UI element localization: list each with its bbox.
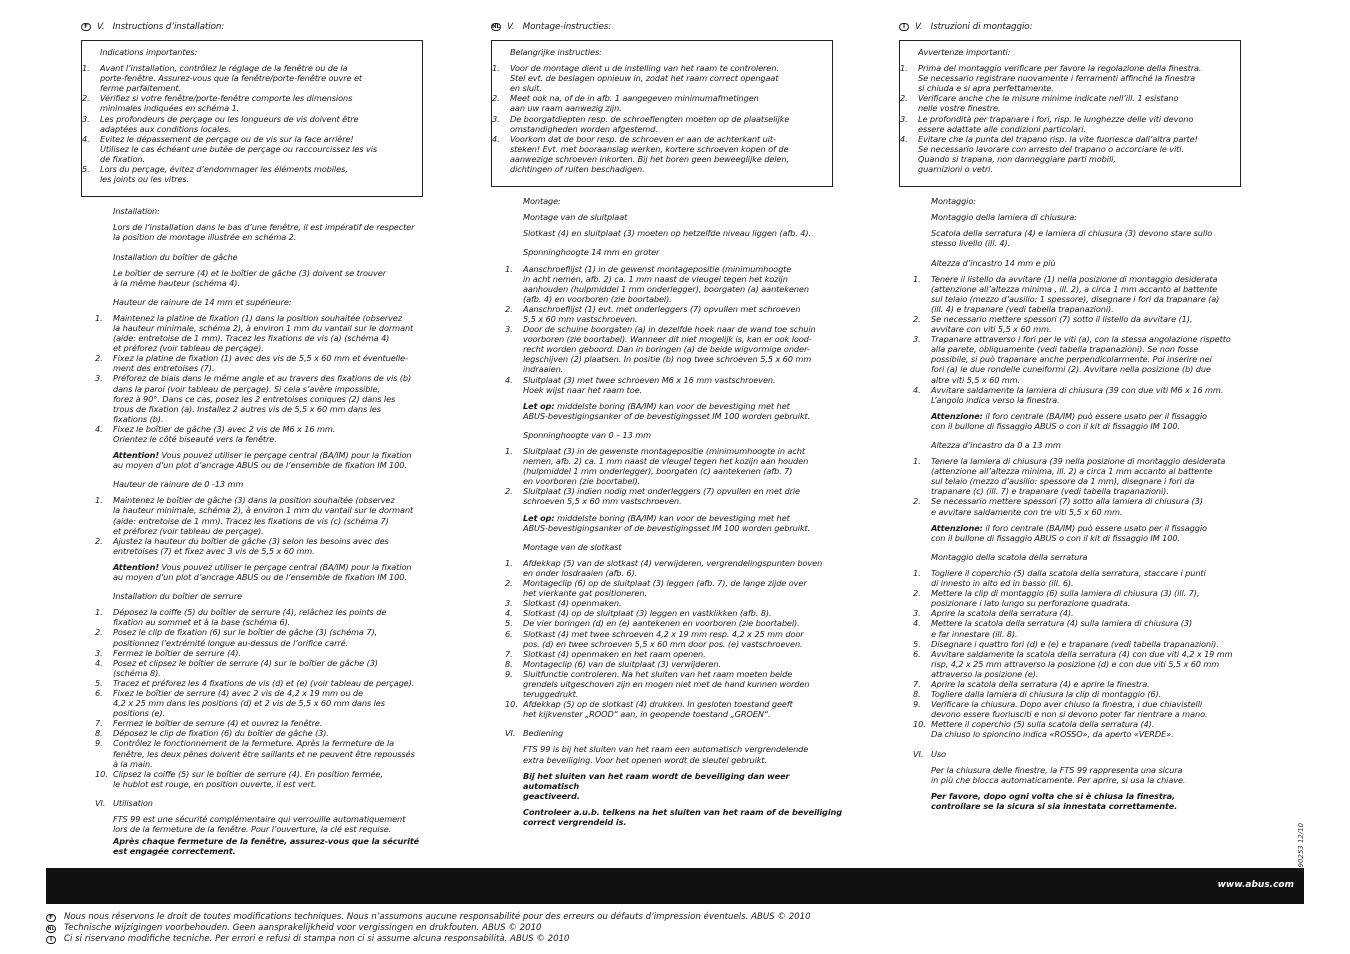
item-number: 3. xyxy=(913,608,921,619)
section-title: Uso xyxy=(931,748,946,759)
item-number: 3. xyxy=(913,334,921,345)
paragraph: Le boîtier de serrure (4) et le boîtier de gâche (3) doivent se trouver à la même hauteur (schéma 4). xyxy=(113,267,386,288)
note-text: Vous pouvez utiliser le perçage central (BA/IM) pour la fixation au moyen d’un plot d’ancrage ABUS ou de l’ensemble de fixation IM 100. xyxy=(113,450,412,471)
item-number: 10. xyxy=(913,719,926,730)
item-number: 1. xyxy=(492,63,500,74)
list-item xyxy=(505,324,845,374)
item-text: Lors du perçage, évitez d’endommager les éléments mobiles, les joints ou les vitres. xyxy=(100,164,348,185)
list-item xyxy=(505,264,845,304)
note xyxy=(523,401,845,421)
list-item xyxy=(913,496,1253,516)
subheading: Hauteur de rainure de 14 mm et supérieure: xyxy=(113,296,292,307)
item-number: 2. xyxy=(913,313,921,324)
important-notes-box xyxy=(491,40,833,187)
item-number: 2. xyxy=(505,578,513,589)
subheading: Altezza d’incastro da 0 a 13 mm xyxy=(931,440,1061,450)
list-item xyxy=(95,678,435,688)
section-number: V. xyxy=(507,21,515,32)
list-item xyxy=(492,93,826,113)
paragraph: Scatola della serratura (4) e lamiera di chiusura (3) devono stare sullo stesso livello (ill. 4). xyxy=(931,228,1213,249)
item-number: 10. xyxy=(95,768,108,779)
bold-paragraph: Per favore, dopo ogni volta che si è chiusa la finestra, controllare se la sicura si sia innestata correttamente. xyxy=(931,790,1178,811)
subheading: Montage van de slotkast xyxy=(523,541,622,552)
item-number: 2. xyxy=(900,93,908,104)
item-text: Déposez le clip de fixation (6) du boîtier de gâche (3). xyxy=(113,728,329,739)
list-item xyxy=(913,588,1253,608)
item-number: 8. xyxy=(95,728,103,739)
steps-list xyxy=(913,274,1253,405)
list-item xyxy=(913,456,1253,496)
list-item xyxy=(913,679,1253,689)
section-number: VI. xyxy=(95,797,106,808)
item-text: Vérifiez si votre fenêtre/porte-fenêtre comporte les dimensions minimales indiquées en schéma 1. xyxy=(100,93,353,114)
item-text: Verificare anche che le misure minime indicate nell’ill. 1 esistano nelle vostre finestre. xyxy=(918,93,1179,114)
item-number: 9. xyxy=(913,699,921,710)
item-number: 4. xyxy=(95,657,103,668)
item-text: Sluitplaat (3) indien nodig met onderleggers (7) opvullen en met drie schroeven 5,5 x 60 mm vastschroeven. xyxy=(523,486,800,507)
list-item xyxy=(505,375,845,395)
language-badge: I xyxy=(899,23,909,31)
item-number: 5. xyxy=(913,638,921,649)
list-item xyxy=(913,719,1253,739)
item-text: Avvitare saldamente la lamiera di chiusura (39 con due viti M6 x 16 mm. L’angolo indica verso la finestra. xyxy=(931,384,1224,405)
list-item xyxy=(82,134,416,164)
legal-line-french xyxy=(46,912,811,923)
bold-paragraph: Après chaque fermeture de la fenêtre, assurez-vous que la sécurité est engagée correctement. xyxy=(113,836,420,857)
box-title: Indications importantes: xyxy=(100,47,198,57)
paragraph: FTS 99 est une sécurité complémentaire qui verrouille automatiquement lors de la fermeture de la fenêtre. Pour l’ouverture, la clé est requise. xyxy=(113,814,406,835)
item-text: De boorgatdiepten resp. de schroeflengten moeten op de plaatselijke omstandigheden worden afgestemd. xyxy=(510,113,790,134)
legal-text: Technische wijzigingen voorbehouden. Geen aansprakelijkheid voor vergissingen en drukfouten. ABUS © 2010 xyxy=(64,923,542,933)
list-item xyxy=(95,688,435,718)
item-text: Slotkast (4) openmaken. xyxy=(523,598,622,609)
list-item xyxy=(492,134,826,174)
subheading: Hauteur de rainure de 0 -13 mm xyxy=(113,479,244,490)
item-number: 9. xyxy=(95,738,103,749)
item-number: 2. xyxy=(82,93,90,104)
item-text: Fermez le boîtier de serrure (4). xyxy=(113,647,241,658)
item-text: Fixez le boîtier de gâche (3) avec 2 vis de M6 x 16 mm. Orientez le côté biseauté vers la fenêtre. xyxy=(113,423,336,444)
item-number: 7. xyxy=(913,678,921,689)
item-number: 6. xyxy=(505,628,513,639)
footer-bar xyxy=(46,868,1304,904)
language-badge: NL xyxy=(47,926,55,932)
item-text: Voorkom dat de boor resp. de schroeven er aan de achterkant uit- steken! Evt. met booraanslag werken, kortere schroeven kopen of de aanwezige schroeven inkorten. Bij het boren geen beweeglijke delen, dichtingen of ruiten beschadigen. xyxy=(510,133,789,175)
section-heading xyxy=(899,20,1253,34)
important-notes-box xyxy=(81,40,423,197)
item-text: Sluitplaat (3) in de gewenste montagepositie (minimumhoogte in acht nemen, afb. 2) ca. 1 mm naast de vleugel tegen het kozijn aan houden (hulpmiddel 1 mm onderlegger), boorgaten (c) aantekenen (afb. 7) en voorboren (zie boortabel). xyxy=(523,446,809,487)
item-text: Fermez le boîtier de serrure (4) et ouvrez la fenêtre. xyxy=(113,718,323,729)
item-text: Fixez la platine de fixation (1) avec des vis de 5,5 x 60 mm et éventuelle- ment des entretoises (7). xyxy=(113,353,408,374)
italian-column xyxy=(900,20,1253,817)
item-text: Se necessario mettere spessori (7) sotto alla lamiera di chiusura (3) e avvitare saldamente con tre viti 5,5 x 60 mm. xyxy=(931,496,1203,517)
item-text: Verificare la chiusura. Dopo aver chiuso la finestra, i due chiavistelli devono essere fuoriusciti e non si devono poter far rientrare a mano. xyxy=(931,699,1208,720)
item-text: Avvitare saldamente la scatola della serratura (4) con due viti 4,2 x 19 mm risp, 4,2 x 25 mm attraverso la posizione (d) e con due viti 5,5 x 60 mm attraverso la posizione (e). xyxy=(931,648,1233,679)
section-heading xyxy=(81,20,435,34)
item-text: Afdekkap (5) van de slotkast (4) verwijderen, vergrendelingspunten boven en onder losdraaien (afb. 6). xyxy=(523,557,823,578)
box-title: Avvertenze importanti: xyxy=(918,47,1011,57)
item-number: 1. xyxy=(95,495,103,506)
list-item xyxy=(82,164,416,184)
list-item xyxy=(82,114,416,134)
item-number: 3. xyxy=(492,113,500,124)
item-number: 1. xyxy=(82,63,90,74)
item-number: 3. xyxy=(82,113,90,124)
steps-list xyxy=(505,264,845,395)
list-item xyxy=(913,649,1253,679)
item-text: Mettere la clip di montaggio (6) sulla lamiera di chiusura (3) (ill. 7), posizionare i lato lungo su perforazione quadrata. xyxy=(931,588,1200,609)
list-item xyxy=(505,486,845,506)
list-item xyxy=(95,373,435,423)
list-item xyxy=(82,93,416,113)
list-item xyxy=(95,424,435,444)
steps-list xyxy=(95,313,435,444)
list-item xyxy=(913,385,1253,405)
item-text: Togliere dalla lamiera di chiusura la clip di montaggio (6). xyxy=(931,689,1162,700)
list-item xyxy=(913,618,1253,638)
item-number: 1. xyxy=(913,567,921,578)
legal-notices xyxy=(46,912,811,945)
list-item xyxy=(505,304,845,324)
item-text: Contrôlez le fonctionnement de la fermeture. Après la fermeture de la fenêtre, les deux pênes doivent être saillants et ne peuvent être repoussés à la main. xyxy=(113,738,415,769)
section-number: V. xyxy=(915,21,923,32)
list-item xyxy=(505,578,845,598)
item-number: 3. xyxy=(95,373,103,384)
item-text: Montageclip (6) op de sluitplaat (3) leggen (afb. 7), de lange zijde over het vierkante gat positioneren. xyxy=(523,578,807,599)
list-item xyxy=(505,558,845,578)
item-number: 2. xyxy=(95,627,103,638)
list-item xyxy=(95,536,435,556)
item-text: Aanschroeflijst (1) evt. met onderleggers (7) opvullen met schroeven 5,5 x 60 mm vastschroeven. xyxy=(523,303,801,324)
legal-line-italian xyxy=(46,934,811,945)
note xyxy=(523,513,845,533)
item-number: 3. xyxy=(95,647,103,658)
item-number: 4. xyxy=(900,133,908,144)
subheading: Installation du boîtier de serrure xyxy=(113,591,242,602)
list-item xyxy=(95,769,435,789)
item-text: Door de schuine boorgaten (a) in dezelfde hoek naar de wand toe schuin voorboren (zie boortabel). Wanneer dit niet mogelijk is, kan er ook lood- recht worden geboord. Dan in boringen (a) de beide wigvormige onder- legschijven (2) plaatsen. In positie (b) nog twee schroeven 5,5 x 60 mm indraaien. xyxy=(523,324,816,375)
list-item xyxy=(95,658,435,678)
section-number: V. xyxy=(97,21,105,32)
item-text: Evitez le dépassement de perçage ou de vis sur la face arrière! Utilisez le cas échéant une butée de perçage ou raccourcissez les vis de fixation. xyxy=(100,133,378,164)
item-text: Les profondeurs de perçage ou les longueurs de vis doivent être adaptées aux conditions locales. xyxy=(100,113,359,134)
section-number: VI. xyxy=(505,728,516,739)
list-item xyxy=(505,446,845,486)
list-item xyxy=(900,63,1234,93)
item-number: 2. xyxy=(95,353,103,364)
list-item xyxy=(913,699,1253,719)
item-text: Trapanare attraverso i fori per le viti (a), con la stessa angolazione rispetto alla parete, obliquamente (vedi tabella trapanazioni). Se non fosse possibile, si può trapanare anche perpendicolarmente. Poi inserire nei fori (a) le due rondelle cuneiformi (2). Avvitare nella posizione (b) due altre viti 5,5 x 60 mm. xyxy=(931,334,1231,385)
item-number: 1. xyxy=(505,557,513,568)
subheading: Montage van de sluitplaat xyxy=(523,212,628,223)
notes-list xyxy=(492,63,826,174)
item-text: Slotkast (4) op de sluitplaat (3) leggen en vastklikken (afb. 8). xyxy=(523,608,772,619)
note xyxy=(113,450,435,470)
section-heading xyxy=(505,728,845,738)
steps-list xyxy=(95,607,435,789)
item-number: 8. xyxy=(505,658,513,669)
note-label: Attention! xyxy=(113,561,160,572)
subheading: Altezza d’incastro 14 mm e più xyxy=(931,257,1056,268)
item-number: 4. xyxy=(95,423,103,434)
language-badge: F xyxy=(46,914,56,922)
item-number: 1. xyxy=(95,312,103,323)
list-item xyxy=(913,314,1253,334)
item-number: 1. xyxy=(913,273,921,284)
item-number: 3. xyxy=(505,598,513,609)
item-text: Avant l’installation, contrôlez le réglage de la fenêtre ou de la porte-fenêtre. Assurez-vous que la fenêtre/porte-fenêtre ouvre et ferme parfaitement. xyxy=(100,63,363,94)
item-number: 4. xyxy=(505,374,513,385)
list-item xyxy=(95,738,435,768)
list-item xyxy=(913,639,1253,649)
subheading: Installation: xyxy=(113,206,160,217)
steps-list xyxy=(95,495,435,556)
list-item xyxy=(95,495,435,535)
item-text: Slotkast (4) openmaken en het raam openen. xyxy=(523,648,706,659)
list-item xyxy=(900,114,1234,134)
item-number: 7. xyxy=(95,718,103,729)
note-label: Let op: xyxy=(523,512,555,523)
language-badge: NL xyxy=(492,24,500,30)
legal-text: Nous nous réservons le droit de toutes modifications techniques. Nous n’assumons aucune responsabilité pour des erreurs ou défauts d’impression éventuels. ABUS © 2010 xyxy=(64,912,811,922)
item-number: 5. xyxy=(95,677,103,688)
note-label: Let op: xyxy=(523,400,555,411)
item-text: Tenere il listello da avvitare (1) nella posizione di montaggio desiderata (attenzione all’altezza minima , ill. 2), a circa 1 mm accanto al battente sul telaio (mezzo d’ausilio: 1 spessore), disegnare i fori da trapanare (a) (ill. 4) e trapanare (vedi tabella trapanazioni). xyxy=(931,273,1220,314)
item-number: 9. xyxy=(505,668,513,679)
item-text: Aprire la scatola della serratura (4) e aprire la finestra. xyxy=(931,678,1150,689)
item-text: Meet ook na, of de in afb. 1 aangegeven minimumafmetingen aan uw raam aanwezig zijn. xyxy=(510,93,759,114)
section-number: VI. xyxy=(913,748,924,759)
list-item xyxy=(505,608,845,618)
item-text: Aprire la scatola della serratura (4). xyxy=(931,608,1074,619)
bold-paragraph: Controleer a.u.b. telkens na het sluiten van het raam of de beveiliging correct vergrendeld is. xyxy=(523,806,843,827)
note-text: il foro centrale (BA/IM) può essere usato per il fissaggio con il bullone di fissaggio ABUS o con il kit di fissaggio IM 100. xyxy=(931,410,1207,431)
item-text: Posez et clipsez le boîtier de serrure (4) sur le boîtier de gâche (3) (schéma 8). xyxy=(113,657,378,678)
item-text: Maintenez le boîtier de gâche (3) dans la position souhaitée (observez la hauteur minimale, schéma 2), à environ 1 mm du vantail sur le dormant (aide: entretoise de 1 mm). Tracez les fixations de vis (c) (schéma 7) et préforez (voir tableau de perçage). xyxy=(113,495,414,536)
list-item xyxy=(505,669,845,699)
item-text: Fixez le boîtier de serrure (4) avec 2 vis de 4,2 x 19 mm ou de 4,2 x 25 mm dans les positions (d) et 2 vis de 5,5 x 60 mm dans les positions (e). xyxy=(113,687,385,719)
item-number: 5. xyxy=(82,164,90,175)
list-item xyxy=(900,93,1234,113)
item-number: 5. xyxy=(505,618,513,629)
item-number: 2. xyxy=(913,496,921,507)
item-number: 4. xyxy=(913,384,921,395)
steps-list xyxy=(505,558,845,720)
legal-text: Ci si riservano modifiche tecniche. Per errori e refusi di stampa non ci si assume alcuna responsabilità. ABUS © 2010 xyxy=(64,934,570,944)
item-text: Disegnare i quattro fori (d) e (e) e trapanare (vedi tabella trapanazioni). xyxy=(931,638,1219,649)
legal-line-dutch xyxy=(46,923,811,934)
item-number: 1. xyxy=(505,446,513,456)
subheading: Montaggio della scatola della serratura xyxy=(931,551,1088,562)
list-item xyxy=(505,649,845,659)
item-number: 2. xyxy=(505,303,513,314)
list-item xyxy=(505,598,845,608)
list-item xyxy=(95,607,435,627)
steps-list xyxy=(505,446,845,507)
bold-paragraph: Bij het sluiten van het raam wordt de beveiliging dan weer automatisch geactiveerd. xyxy=(523,770,790,801)
item-number: 4. xyxy=(82,133,90,144)
notes-list xyxy=(900,63,1234,174)
section-title: Instructions d’installation: xyxy=(112,21,225,32)
item-number: 4. xyxy=(492,133,500,144)
item-text: Voor de montage dient u de instelling van het raam te controleren. Stel evt. de beslagen opnieuw in, zodat het raam correct opengaat en sluit. xyxy=(510,63,779,94)
item-text: Evitare che la punta del trapano risp. la vite fuoriesca dall’altra parte! Se necessario lavorare con arresto del trapano o accorciare le viti. Quando si trapana, non danneggiare parti mobili, guarnizioni o vetri. xyxy=(918,133,1198,175)
item-number: 1. xyxy=(900,63,908,74)
subheading: Sponninghoogte van 0 – 13 mm xyxy=(523,429,652,440)
item-number: 4. xyxy=(913,618,921,629)
list-item xyxy=(505,659,845,669)
list-item xyxy=(505,629,845,649)
item-text: Posez le clip de fixation (6) sur le boîtier de gâche (3) (schéma 7), positionnez l’extrémité longue au-dessus de l’orifice carré. xyxy=(113,627,378,648)
item-number: 2. xyxy=(913,588,921,599)
item-number: 2. xyxy=(492,93,500,104)
note xyxy=(931,523,1253,543)
note-label: Attenzione: xyxy=(931,410,983,421)
list-item xyxy=(913,274,1253,314)
item-text: Préforez de biais dans le même angle et au travers des fixations de vis (b) dans la paroi (voir tableau de perçage). Si cela s’avère impossible, forez à 90°. Dans ce cas, posez les 2 entretoises coniques (2) dans les trous de fixation (a). Installez 2 autres vis de 5,5 x 60 mm dans les fixations (b). xyxy=(113,373,412,424)
item-text: Mettere il coperchio (5) sulla scatola della serratura (4). Da chiuso lo spioncino indica «ROSSO», da aperto «VERDE». xyxy=(931,719,1174,740)
item-text: Mettere la scatola della serratura (4) sulla lamiera di chiusura (3) e far innestare (ill. 8). xyxy=(931,618,1193,639)
subheading: Sponninghoogte 14 mm en groter xyxy=(523,247,660,258)
item-text: Slotkast (4) met twee schroeven 4,2 x 19 mm resp. 4,2 x 25 mm door pos. (d) en twee schroeven 5,5 x 60 mm door pos. (e) vastschroeven. xyxy=(523,628,804,649)
item-text: Ajustez la hauteur du boîtier de gâche (3) selon les besoins avec des entretoises (7) et fixez avec 3 vis de 5,5 x 60 mm. xyxy=(113,535,389,556)
list-item xyxy=(913,334,1253,384)
list-item xyxy=(95,627,435,647)
item-number: 10. xyxy=(505,699,518,710)
item-number: 4. xyxy=(505,608,513,619)
item-text: Tenere la lamiera di chiusura (39 nella posizione di montaggio desiderata (attenzione all’altezza minima, ill. 2) a circa 1 mm accanto al battente sul telaio (mezzo d’ausilio: spessore da 1 mm), disegnare i fori da trapanare (c) (ill. 7) e trapanare (vedi tabella trapanazioni). xyxy=(931,456,1226,497)
steps-list xyxy=(913,568,1253,740)
item-text: Déposez la coiffe (5) du boîtier de serrure (4), relâchez les points de fixation au sommet et à la base (schéma 6). xyxy=(113,607,387,628)
dutch-column xyxy=(492,20,845,833)
item-number: 8. xyxy=(913,689,921,700)
list-item xyxy=(505,699,845,719)
item-text: Se necessario mettere spessori (7) sotto il listello da avvitare (1), avvitare con viti 5,5 x 60 mm. xyxy=(931,313,1193,335)
subheading: Montaggio: xyxy=(931,196,976,207)
item-text: Afdekkap (5) op de slotkast (4) drukken. In gesloten toestand geeft het kijkvenster „ROOD“ aan, in geopende toestand „GROEN“. xyxy=(523,699,793,720)
website-link[interactable]: www.abus.com xyxy=(1217,880,1294,890)
note-text: Vous pouvez utiliser le perçage central (BA/IM) pour la fixation au moyen d’un plot d’ancrage ABUS ou de l’ensemble de fixation IM 100. xyxy=(113,561,412,583)
item-number: 3. xyxy=(505,324,513,335)
list-item xyxy=(913,568,1253,588)
list-item xyxy=(95,313,435,353)
list-item xyxy=(95,728,435,738)
important-notes-box xyxy=(899,40,1241,187)
item-number: 1. xyxy=(505,263,513,274)
list-item xyxy=(913,689,1253,699)
paragraph: Lors de l’installation dans le bas d’une fenêtre, il est impératif de respecter la position de montage illustrée en schéma 2. xyxy=(113,222,415,243)
section-title: Montage-instructies: xyxy=(522,21,612,32)
item-text: Montageclip (6) van de sluitplaat (3) verwijderen. xyxy=(523,658,721,669)
subheading: Montage: xyxy=(523,196,561,207)
item-number: 7. xyxy=(505,648,513,659)
language-badge: I xyxy=(46,936,56,944)
note-text: il foro centrale (BA/IM) può essere usato per il fissaggio con il bullone di fissaggio ABUS o con il kit di fissaggio IM 100. xyxy=(931,522,1207,543)
item-text: Sluitfunctie controleren. Na het sluiten van het raam moeten beide grendels uitgeschoven zijn en mogen niet met de hand kunnen worden teruggedrukt. xyxy=(523,668,810,700)
note xyxy=(931,411,1253,431)
note-text: middelste boring (BA/IM) kan voor de bevestiging met het ABUS-bevestigingsanker of de bevestigingsset IM 100 worden gebruikt. xyxy=(523,512,811,533)
list-item xyxy=(95,648,435,658)
item-text: De vier boringen (d) en (e) aantekenen en voorboren (zie boortabel). xyxy=(523,618,800,629)
list-item xyxy=(492,114,826,134)
item-number: 2. xyxy=(95,535,103,546)
section-heading xyxy=(491,20,845,34)
item-text: Tracez et préforez les 4 fixations de vis (d) et (e) (voir tableau de perçage). xyxy=(113,677,415,688)
note-label: Attenzione: xyxy=(931,522,983,533)
list-item xyxy=(95,353,435,373)
item-number: 1. xyxy=(913,456,921,467)
item-number: 1. xyxy=(95,607,103,618)
item-number: 2. xyxy=(505,486,513,497)
item-text: Sluitplaat (3) met twee schroeven M6 x 16 mm vastschroeven. Hoek wijst naar het raam toe. xyxy=(523,374,776,395)
notes-list xyxy=(82,63,416,184)
paragraph: FTS 99 is bij het sluiten van het raam een automatisch vergrendelende extra beveiliging. Voor het openen wordt de sleutel gebruikt. xyxy=(523,744,809,765)
subheading: Installation du boîtier de gâche xyxy=(113,251,238,262)
section-title: Istruzioni di montaggio: xyxy=(930,21,1033,32)
paragraph: Per la chiusura delle finestre, la FTS 99 rappresenta una sicura in più che blocca automaticamente. Per aprire, si usa la chiave. xyxy=(931,764,1186,785)
list-item xyxy=(913,608,1253,618)
note-label: Attention! xyxy=(113,450,160,461)
list-item xyxy=(900,134,1234,174)
list-item xyxy=(492,63,826,93)
document-code: 390253 12/10 xyxy=(1297,822,1305,872)
note xyxy=(113,562,435,582)
list-item xyxy=(95,718,435,728)
item-number: 3. xyxy=(900,113,908,124)
item-text: Maintenez la platine de fixation (1) dans la position souhaitée (observez la hauteur minimale, schéma 2), à environ 1 mm du vantail sur le dormant (aide: entretoise de 1 mm). Tracez les fixations de vis (a) (schéma 4) et préforez (voir tableau de perçage). xyxy=(113,312,414,354)
list-item xyxy=(505,618,845,628)
french-column xyxy=(82,20,435,862)
subheading: Montaggio della lamiera di chiusura: xyxy=(931,212,1077,223)
item-text: Le profondità per trapanare i fori, risp. le lunghezze delle viti devono essere adattate alle condizioni particolari. xyxy=(918,113,1194,134)
section-title: Bediening xyxy=(523,728,564,739)
note-text: middelste boring (BA/IM) kan voor de bevestiging met het ABUS-bevestigingsanker of de bevestigingsset IM 100 worden gebruikt. xyxy=(523,400,811,421)
section-heading xyxy=(95,798,435,808)
list-item xyxy=(82,63,416,93)
paragraph: Slotkast (4) en sluitplaat (3) moeten op hetzelfde niveau liggen (afb. 4). xyxy=(523,228,811,239)
language-badge: F xyxy=(81,23,91,31)
steps-list xyxy=(913,456,1253,517)
item-text: Aanschroeflijst (1) in de gewenst montagepositie (minimumhoogte in acht nemen, afb. 2) ca. 1 mm naast de vleugel tegen het kozijn aanhouden (hulpmiddel 1 mm onderlegger), boorgaten (a) aantekenen (afb. 4) en voorboren (zie boortabel). xyxy=(523,263,809,304)
section-title: Utilisation xyxy=(113,797,153,808)
item-text: Togliere il coperchio (5) dalla scatola della serratura, staccare i punti di innesto in alto ed in basso (ill. 6). xyxy=(931,567,1206,589)
item-number: 6. xyxy=(95,687,103,698)
item-text: Prima del montaggio verificare per favore la regolazione della finestra. Se necessario registrare nuovamente i ferramenti affinché la finestra si chiuda e si apra perfettamente. xyxy=(918,63,1202,94)
item-text: Clipsez la coiffe (5) sur le boîtier de serrure (4). En position fermée, le hublot est rouge, en position ouverte, il est vert. xyxy=(113,768,383,789)
box-title: Belangrijke instructies: xyxy=(510,47,602,57)
section-heading xyxy=(913,749,1253,759)
item-number: 6. xyxy=(913,648,921,659)
